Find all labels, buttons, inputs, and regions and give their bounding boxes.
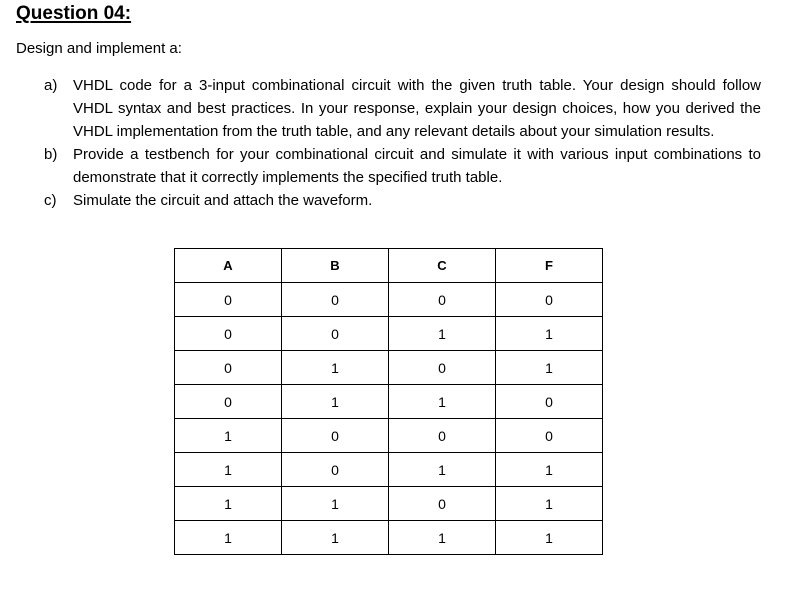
table-cell: 0 (282, 419, 389, 453)
table-cell: 1 (496, 351, 603, 385)
task-list (44, 74, 761, 212)
table-cell: 0 (496, 283, 603, 317)
table-cell: 1 (282, 487, 389, 521)
table-cell: 1 (175, 521, 282, 555)
task-text: Provide a testbench for your combinational circuit and simulate it with various input combinations to demonstrate that it correctly implements the specified truth table. (73, 146, 761, 186)
task-text: Simulate the circuit and attach the waveform. (73, 192, 373, 209)
table-cell: 1 (282, 521, 389, 555)
column-header-b: B (282, 249, 389, 283)
table-cell: 0 (496, 419, 603, 453)
table-cell: 0 (175, 317, 282, 351)
table-row (175, 351, 603, 385)
table-cell: 0 (282, 283, 389, 317)
table-cell: 1 (175, 419, 282, 453)
truth-table-header-row (175, 249, 603, 283)
table-cell: 1 (496, 317, 603, 351)
table-cell: 0 (389, 487, 496, 521)
table-cell: 1 (175, 453, 282, 487)
table-cell: 1 (389, 317, 496, 351)
table-cell: 1 (496, 487, 603, 521)
table-row (175, 283, 603, 317)
table-row (175, 419, 603, 453)
table-cell: 1 (282, 351, 389, 385)
task-marker: a) (44, 77, 58, 94)
task-text: VHDL code for a 3-input combinational circuit with the given truth table. Your design should follow VHDL syntax and best practices. In your response, explain your design choices, how you derived the VHDL implementation from the truth table, and any relevant details about your simulation results. (73, 77, 761, 140)
task-marker: b) (44, 146, 58, 163)
question-heading: Question 04: (16, 3, 132, 24)
table-cell: 0 (282, 317, 389, 351)
table-cell: 0 (389, 351, 496, 385)
table-cell: 1 (389, 385, 496, 419)
table-cell: 0 (175, 283, 282, 317)
table-cell: 1 (496, 453, 603, 487)
table-cell: 0 (389, 419, 496, 453)
table-cell: 1 (389, 521, 496, 555)
table-cell: 0 (175, 351, 282, 385)
table-row (175, 317, 603, 351)
task-marker: c) (44, 192, 57, 209)
table-cell: 0 (175, 385, 282, 419)
table-cell: 1 (389, 453, 496, 487)
table-cell: 0 (496, 385, 603, 419)
table-row (175, 453, 603, 487)
table-row (175, 487, 603, 521)
column-header-f: F (496, 249, 603, 283)
table-cell: 0 (282, 453, 389, 487)
column-header-a: A (175, 249, 282, 283)
task-item-a (44, 74, 761, 143)
task-item-b (44, 143, 761, 189)
table-cell: 1 (175, 487, 282, 521)
table-row (175, 521, 603, 555)
column-header-c: C (389, 249, 496, 283)
table-cell: 1 (496, 521, 603, 555)
table-cell: 1 (282, 385, 389, 419)
table-row (175, 385, 603, 419)
truth-table (174, 248, 603, 555)
task-item-c (44, 189, 761, 212)
question-intro: Design and implement a: (16, 40, 182, 57)
table-cell: 0 (389, 283, 496, 317)
